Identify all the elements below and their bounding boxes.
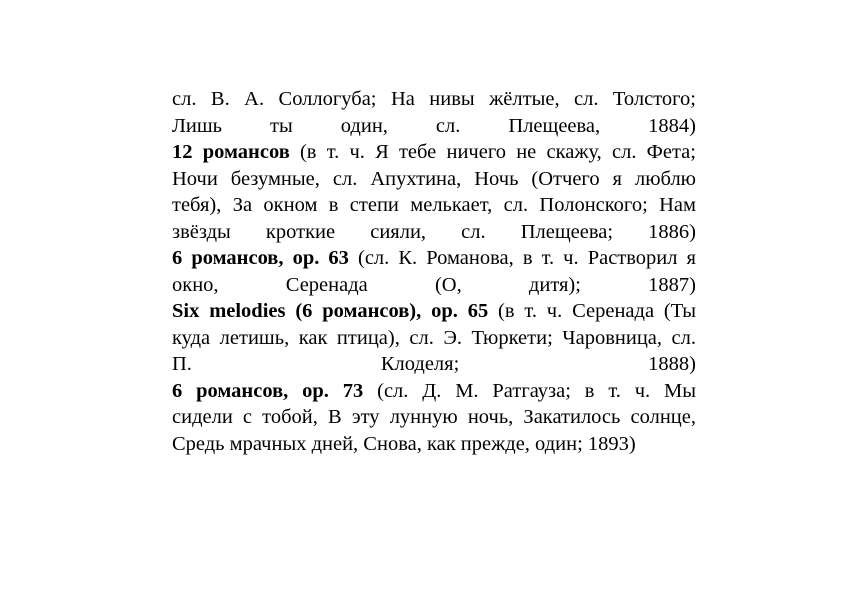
- text-line-4: Ночи безумные, сл. Апухтина, Ночь (Отчего я люблю: [172, 167, 696, 190]
- text-line-14: Средь мрачных дней, Снова, как прежде, один; 1893): [172, 432, 636, 455]
- text-line-6: звёзды кроткие сияли, сл. Плещеева; 1886): [172, 220, 696, 243]
- work-title: 12 романсов: [172, 141, 290, 163]
- text-line-10: куда летишь, как птица), сл. Э. Тюркети; Чаровница, сл.: [172, 326, 696, 349]
- work-title: 6 романсов, op. 63: [172, 247, 349, 269]
- text-line-13: сидели с тобой, В эту лунную ночь, Закатилось солнце,: [172, 406, 696, 428]
- text-line-1: сл. В. А. Соллогуба; На нивы жёлтые, сл. Толстого;: [172, 88, 696, 110]
- romances-list-text: [172, 86, 696, 457]
- text-line-2: Лишь ты один, сл. Плещеева, 1884): [172, 114, 696, 137]
- text-line-11: П. Клоделя; 1888): [172, 353, 696, 375]
- work-title: 6 романсов, ор. 73: [172, 379, 364, 402]
- work-title: Six melodies (6 романсов), op. 65: [172, 300, 489, 322]
- text-line-3: 12 романсов (в т. ч. Я тебе ничего не скажу, сл. Фета;: [172, 141, 696, 163]
- text-line-5: тебя), За окном в степи мелькает, сл. Полонского; Нам: [172, 194, 696, 216]
- text-line-7: 6 романсов, op. 63 (сл. К. Романова, в т. ч. Растворил я: [172, 247, 696, 269]
- text-line-12: 6 романсов, ор. 73 (сл. Д. М. Ратгауза; в т. ч. Мы: [172, 379, 696, 402]
- text-line-9: Six melodies (6 романсов), op. 65 (в т. ч. Серенада (Ты: [172, 300, 696, 322]
- text-line-8: окно, Серенада (О, дитя); 1887): [172, 273, 696, 296]
